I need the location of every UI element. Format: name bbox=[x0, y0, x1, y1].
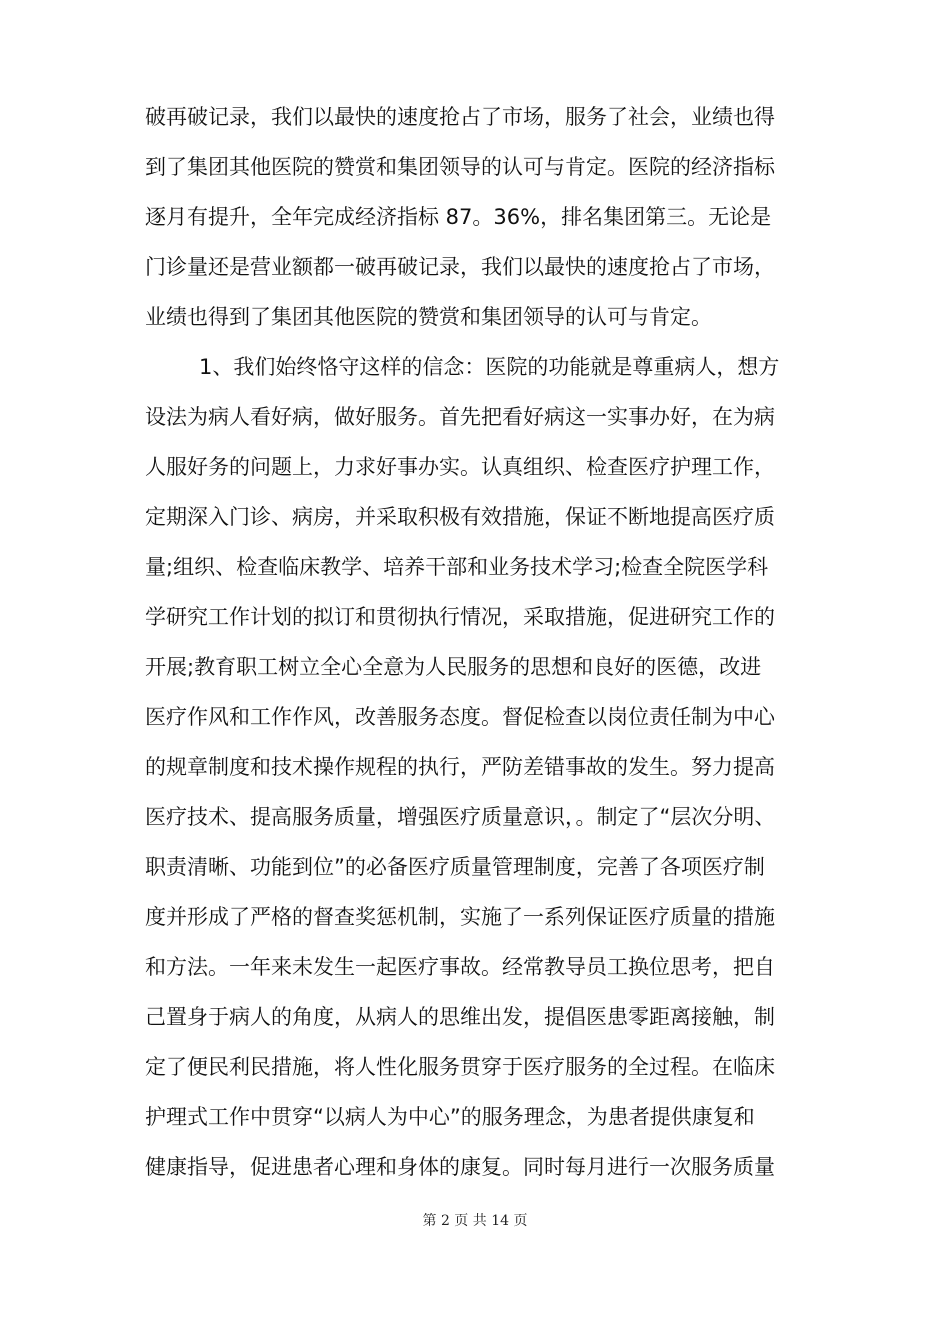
text-line: 业绩也得到了集团其他医院的赞赏和集团领导的认可与肯定。 bbox=[145, 305, 712, 329]
page-footer: 第 2 页 共 14 页 bbox=[422, 1213, 528, 1229]
text-line: 医疗技术、提高服务质量，增强医疗质量意识，。制定了“层次分明、 bbox=[145, 805, 776, 829]
text-line: 破再破记录，我们以最快的速度抢占了市场，服务了社会，业绩也得 bbox=[145, 105, 775, 129]
text-line: 人服好务的问题上，力求好事办实。认真组织、检查医疗护理工作， bbox=[145, 455, 775, 479]
text-line: 定期深入门诊、病房，并采取积极有效措施，保证不断地提高医疗质 bbox=[145, 505, 775, 529]
text-line: 己置身于病人的角度，从病人的思维出发，提倡医患零距离接触，制 bbox=[145, 1005, 775, 1029]
text-line: 开展;教育职工树立全心全意为人民服务的思想和良好的医德，改进 bbox=[145, 655, 762, 679]
text-line: 设法为病人看好病，做好服务。首先把看好病这一实事办好，在为病 bbox=[145, 405, 775, 429]
text-line: 健康指导，促进患者心理和身体的康复。同时每月进行一次服务质量 bbox=[145, 1155, 775, 1179]
text-line: 的规章制度和技术操作规程的执行，严防差错事故的发生。努力提高 bbox=[145, 755, 775, 779]
text-line: 逐月有提升，全年完成经济指标 87。36%，排名集团第三。无论是 bbox=[145, 205, 772, 229]
text-line: 学研究工作计划的拟订和贯彻执行情况，采取措施，促进研究工作的 bbox=[145, 605, 775, 629]
text-line: 护理式工作中贯穿“以病人为中心”的服务理念，为患者提供康复和 bbox=[145, 1105, 755, 1129]
text-line: 职责清晰、功能到位”的必备医疗质量管理制度，完善了各项医疗制 bbox=[145, 855, 765, 879]
paragraph-start-line: 1、我们始终恪守这样的信念：医院的功能就是尊重病人，想方 bbox=[199, 355, 780, 379]
text-line: 量;组织、检查临床教学、培养干部和业务技术学习;检查全院医学科 bbox=[145, 555, 769, 579]
text-line: 医疗作风和工作作风，改善服务态度。督促检查以岗位责任制为中心 bbox=[145, 705, 775, 729]
text-line: 到了集团其他医院的赞赏和集团领导的认可与肯定。医院的经济指标 bbox=[145, 155, 775, 179]
text-line: 定了便民利民措施，将人性化服务贯穿于医疗服务的全过程。在临床 bbox=[145, 1055, 775, 1079]
text-line: 门诊量还是营业额都一破再破记录，我们以最快的速度抢占了市场， bbox=[145, 255, 775, 279]
text-line: 和方法。一年来未发生一起医疗事故。经常教导员工换位思考，把自 bbox=[145, 955, 775, 979]
text-line: 度并形成了严格的督查奖惩机制，实施了一系列保证医疗质量的措施 bbox=[145, 905, 775, 929]
